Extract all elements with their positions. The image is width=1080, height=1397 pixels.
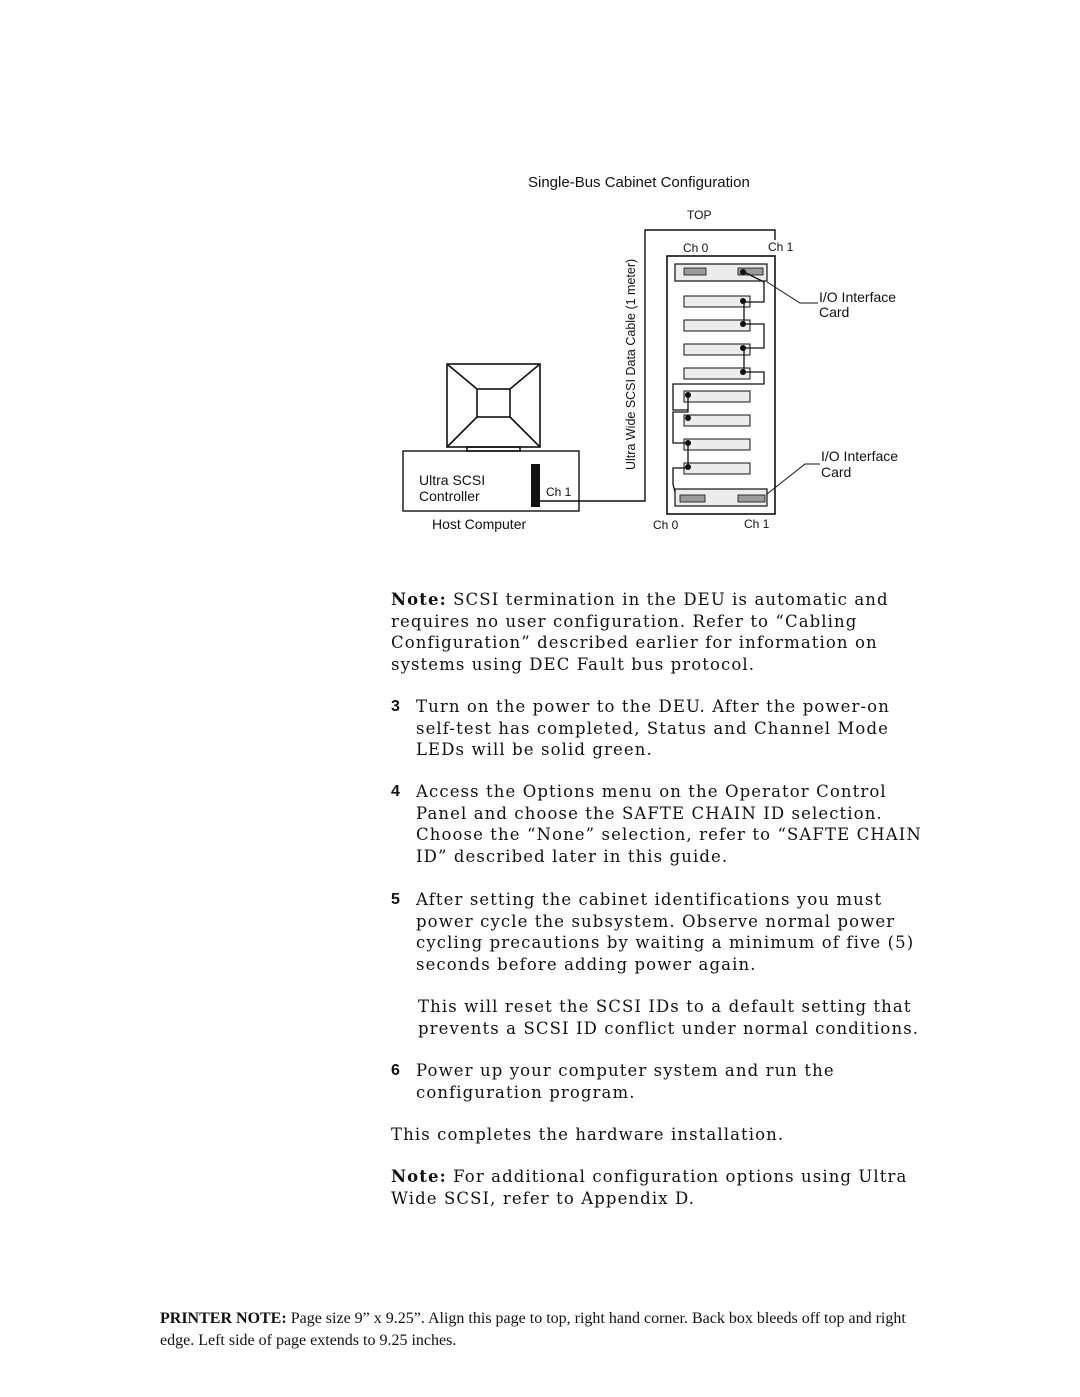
drive-slot	[684, 439, 750, 450]
io-card-lower-label-line1: I/O Interface	[821, 448, 899, 464]
drive-slot	[684, 368, 750, 379]
cabinet-configuration-diagram	[0, 0, 1080, 560]
printer-note	[160, 1308, 940, 1352]
step-number: 5	[391, 891, 400, 908]
drive-slot	[684, 463, 750, 474]
step-text: After setting the cabinet identifications you must power cycle the subsystem. Observe normal power cycling precautions by waiting a minimum of five (5) seconds before adding power again.	[416, 890, 915, 974]
io-card-lower-label-line2: Card	[821, 464, 852, 480]
ch1-top-label: Ch 1	[768, 240, 794, 254]
drive-slots	[684, 296, 750, 474]
figure-title: Single-Bus Cabinet Configuration	[528, 174, 750, 191]
drive-slot	[684, 344, 750, 355]
controller-channel-label: Ch 1	[546, 485, 572, 499]
step-number: 3	[391, 698, 400, 715]
step-text: Turn on the power to the DEU. After the power-on self-test has completed, Status and Channel Mode LEDs will be solid green.	[416, 697, 890, 759]
io-card-upper-label-line1: I/O Interface	[819, 289, 897, 305]
controller-card-icon	[531, 464, 540, 507]
ch0-bottom-label: Ch 0	[653, 518, 679, 532]
controller-label-line2: Controller	[419, 488, 480, 504]
ch1-bottom-label: Ch 1	[744, 517, 770, 531]
monitor-icon	[447, 364, 540, 451]
controller-label-line1: Ultra SCSI	[419, 472, 486, 488]
printer-note-label: PRINTER NOTE:	[160, 1310, 287, 1327]
printer-note-text: Page size 9” x 9.25”. Align this page to top, right hand corner. Back box bleeds off top and right edge. Left side of page extends to 9.25 inches.	[160, 1310, 906, 1349]
note-text: For additional configuration options using Ultra Wide SCSI, refer to Appendix D.	[391, 1167, 908, 1208]
cable-label: Ultra Wide SCSI Data Cable (1 meter)	[624, 258, 638, 470]
note-label: Note:	[391, 1167, 447, 1186]
step-text: Power up your computer system and run the configuration program.	[416, 1061, 835, 1102]
note-label: Note:	[391, 590, 447, 609]
note-termination	[391, 589, 911, 675]
io-card-upper-label-line2: Card	[819, 304, 850, 320]
drive-slot	[684, 391, 750, 402]
step-text: Access the Options menu on the Operator Control Panel and choose the SAFTE CHAIN ID selection. Choose the “None” selection, refer to “SAFTE CHAIN ID” described later in this guide.	[416, 782, 922, 866]
ch0-top-label: Ch 0	[683, 241, 709, 255]
io-interface-card-upper	[675, 264, 767, 281]
host-computer-label: Host Computer	[432, 516, 527, 532]
cabinet-enclosure	[667, 256, 775, 514]
step-number: 6	[391, 1062, 400, 1079]
drive-slot	[684, 320, 750, 331]
io-interface-card-lower	[675, 489, 767, 506]
step-5-continuation: This will reset the SCSI IDs to a default setting that prevents a SCSI ID conflict under normal conditions.	[418, 997, 920, 1038]
top-label: TOP	[687, 208, 712, 222]
note-text: SCSI termination in the DEU is automatic and requires no user configuration. Refer to “Cabling Configuration” described earlier for information on systems using DEC Fault bus protocol.	[391, 590, 889, 674]
internal-bus-upper	[673, 272, 764, 410]
completion-text: This completes the hardware installation.	[391, 1125, 785, 1144]
step-number: 4	[391, 783, 400, 800]
drive-slot	[684, 415, 750, 426]
note-additional-options	[391, 1166, 919, 1209]
